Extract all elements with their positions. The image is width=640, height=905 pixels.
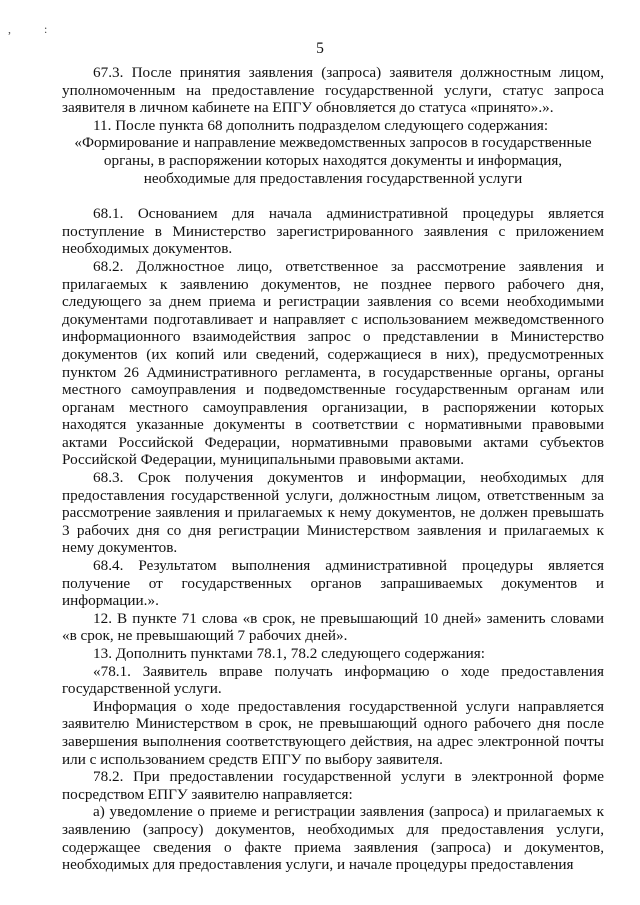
margin-mark: : <box>44 22 48 36</box>
paragraph: 68.3. Срок получения документов и информации, необходимых для предоставления государственной услуги, должностным лицом, ответственным за рассмотрение заявления и прилагаемых к нему документов, не должен превышать 3 рабочих дня со дня регистрации Министерством заявления и прилагаемых к нему документов. <box>62 469 604 557</box>
paragraph: Информация о ходе предоставления государственной услуги направляется заявителю Министерством в срок, не превышающий одного рабочего дня после завершения выполнения соответствующего действия, на адрес электронной почты или с использованием средств ЕПГУ по выбору заявителя. <box>62 697 604 768</box>
paragraph: 78.2. При предоставлении государственной услуги в электронной форме посредством ЕПГУ заявителю направляется: <box>62 768 604 803</box>
paragraph: 11. После пункта 68 дополнить подразделом следующего содержания: <box>93 116 549 134</box>
paragraph: а) уведомление о приеме и регистрации заявления (запроса) и прилагаемых к заявлению (запросу) документов, необходимых для предоставления услуги, содержащее сведения о факте приема заявления (запроса) и документов, необходимых для предоставления услуги, и начале процедуры предоставления <box>62 803 604 874</box>
page-number: 5 <box>316 40 324 57</box>
paragraph: 68.2. Должностное лицо, ответственное за рассмотрение заявления и прилагаемых к заявлению документов, не позднее первого рабочего дня, следующего за днем приема и регистрации заявления со всеми необходимыми документами подготавливает и направляет с использованием межведомственного информационного взаимодействия запрос о представлении в Министерство документов (их копий или сведений, содержащиеся в них), предусмотренных пунктом 26 Административного регламента, в государственные органы, органы местного самоуправления и подведомственные государственным органам или органам местного самоуправления организации, в распоряжении которых находятся указанные документы в соответствии с нормативными правовыми актами Российской Федерации, нормативными правовыми актами субъектов Российской Федерации, муниципальными правовыми актами. <box>62 257 604 469</box>
paragraph: 12. В пункте 71 слова «в срок, не превышающий 10 дней» заменить словами «в срок, не превышающий 7 рабочих дней». <box>62 609 604 645</box>
paragraph: 67.3. После принятия заявления (запроса) заявителя должностным лицом, уполномоченным на предоставление государственной услуги, статус запроса заявителя в личном кабинете на ЕПГУ обновляется до статуса «принято».». <box>62 64 604 117</box>
section-heading: «Формирование и направление межведомственных запросов в государственные органы, в распоряжении которых находятся документы и информация, необходимые для предоставления государственной услуги <box>74 134 592 187</box>
document-body <box>62 64 604 874</box>
paragraph: 68.1. Основанием для начала административной процедуры является поступление в Министерство зарегистрированного заявления с приложением необходимых документов. <box>62 205 604 258</box>
paragraph-gap <box>62 187 604 205</box>
paragraph: 68.4. Результатом выполнения административной процедуры является получение от государственных органов запрашиваемых документов и информации.». <box>62 557 604 610</box>
margin-mark: , <box>8 22 11 36</box>
paragraph: 13. Дополнить пунктами 78.1, 78.2 следующего содержания: <box>93 645 485 662</box>
paragraph: «78.1. Заявитель вправе получать информацию о ходе предоставления государственной услуги. <box>62 662 604 698</box>
